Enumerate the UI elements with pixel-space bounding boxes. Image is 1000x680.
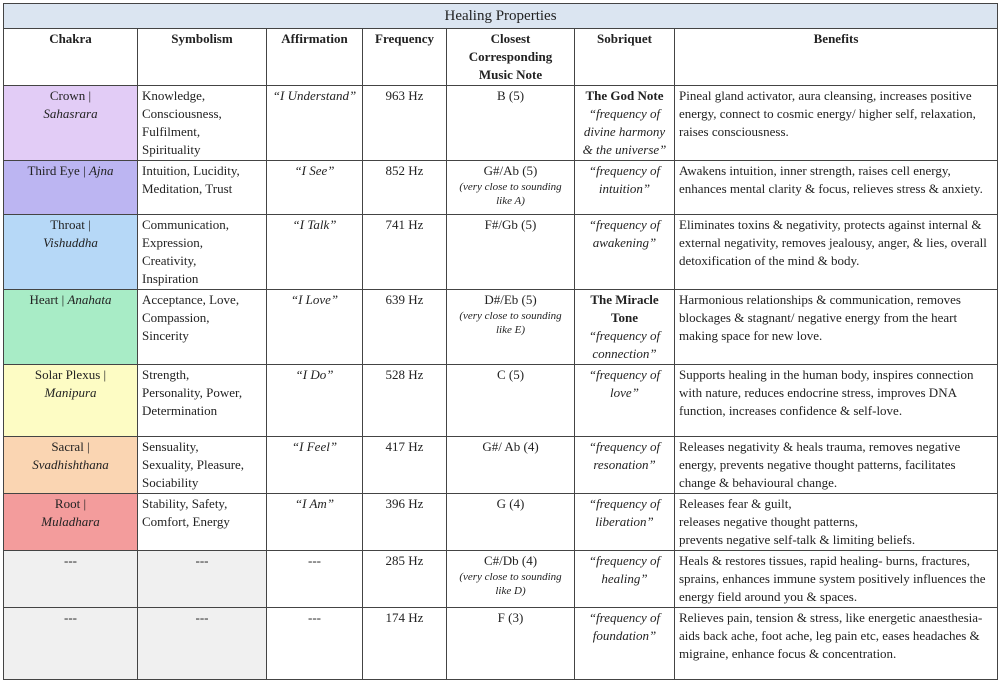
benefits-cell: Releases negativity & heals trauma, removes negative energy, prevents negative thought patterns, facilitates change & behavioural change. (675, 437, 998, 494)
sobriquet-cell: “frequency of foundation” (575, 608, 675, 680)
sobriquet-cell: “frequency of love” (575, 365, 675, 437)
symbolism-line: Compassion, (142, 310, 210, 325)
header-note-line-2: Corresponding (468, 49, 553, 64)
table-row (4, 365, 998, 437)
sobriquet-text: “frequency of connection” (588, 328, 661, 361)
note-cell: F#/Gb (5) (447, 215, 575, 290)
chakra-name: Sacral | (51, 439, 90, 454)
table-row (4, 290, 998, 365)
frequency-cell: 963 Hz (363, 86, 447, 161)
frequency-cell: 741 Hz (363, 215, 447, 290)
symbolism-line: Sexuality, Pleasure, (142, 457, 245, 472)
frequency-cell: 396 Hz (363, 494, 447, 551)
symbolism-line: Sensuality, (142, 439, 199, 454)
header-benefits: Benefits (675, 29, 998, 86)
chakra-cell (4, 437, 138, 494)
benefits-cell: Eliminates toxins & negativity, protects against internal & external negativity, removes jealousy, anger, & lies, overall detoxification of the mind & body. (675, 215, 998, 290)
table-row (4, 494, 998, 551)
symbolism-line: Sociability (142, 475, 199, 490)
note-cell: G (4) (447, 494, 575, 551)
note-subtext: (very close to sounding like A) (459, 181, 562, 207)
chakra-name: Solar Plexus | (34, 367, 107, 382)
symbolism-line: Stability, Safety, (142, 496, 228, 511)
sobriquet-cell: “frequency of liberation” (575, 494, 675, 551)
sobriquet-cell (575, 290, 675, 365)
chakra-sanskrit: Anahata (67, 292, 112, 307)
frequency-cell: 639 Hz (363, 290, 447, 365)
symbolism-line: Intuition, Lucidity, (142, 163, 240, 178)
chakra-cell: --- (4, 608, 138, 680)
symbolism-line: Meditation, Trust (142, 181, 233, 196)
healing-properties-table (3, 3, 998, 680)
chakra-sanskrit: Sahasrara (43, 106, 98, 121)
header-symbolism: Symbolism (138, 29, 267, 86)
symbolism-line: Knowledge, (142, 88, 206, 103)
benefits-line: Releases fear & guilt, (679, 496, 792, 511)
note-cell (447, 290, 575, 365)
symbolism-cell (138, 215, 267, 290)
symbolism-cell (138, 365, 267, 437)
benefits-cell: Harmonious relationships & communication, removes blockages & stagnant/ negative energy from the heart making space for new love. (675, 290, 998, 365)
table-row (4, 86, 998, 161)
chakra-name: Crown | (49, 88, 92, 103)
benefits-cell (675, 494, 998, 551)
chakra-cell (4, 161, 138, 215)
header-frequency: Frequency (363, 29, 447, 86)
chakra-sanskrit: Vishuddha (43, 235, 98, 250)
chakra-sanskrit: Manipura (44, 385, 97, 400)
symbolism-line: Strength, (142, 367, 190, 382)
chakra-sanskrit: Ajna (88, 163, 114, 178)
benefits-cell: Supports healing in the human body, inspires connection with nature, reduces endocrine stress, improves DNA function, increases confidence & self-love. (675, 365, 998, 437)
benefits-cell: Awakens intuition, inner strength, raises cell energy, enhances mental clarity & focus, relieves stress & anxiety. (675, 161, 998, 215)
table-title: Healing Properties (4, 4, 998, 29)
chakra-cell (4, 86, 138, 161)
note-cell: G#/ Ab (4) (447, 437, 575, 494)
note-subtext: (very close to sounding like D) (459, 571, 562, 597)
symbolism-cell (138, 494, 267, 551)
chakra-name: Third Eye | (27, 163, 86, 178)
note-value: D#/Eb (5) (484, 292, 537, 307)
frequency-cell: 174 Hz (363, 608, 447, 680)
note-subtext: (very close to sounding like E) (459, 310, 562, 336)
affirmation-cell: --- (267, 608, 363, 680)
chakra-name: Throat | (50, 217, 91, 232)
symbolism-line: Acceptance, Love, (142, 292, 240, 307)
table-row (4, 551, 998, 608)
symbolism-line: Expression, (142, 235, 204, 250)
sobriquet-text: “frequency of divine harmony & the universe” (582, 106, 667, 157)
sobriquet-cell: “frequency of healing” (575, 551, 675, 608)
benefits-cell: Heals & restores tissues, rapid healing- burns, fractures, sprains, enhances immune system positively influences the energy field around you & spaces. (675, 551, 998, 608)
note-cell: C (5) (447, 365, 575, 437)
symbolism-line: Spirituality (142, 142, 201, 157)
affirmation-cell: “I Understand” (267, 86, 363, 161)
symbolism-cell (138, 290, 267, 365)
note-cell (447, 551, 575, 608)
frequency-cell: 417 Hz (363, 437, 447, 494)
chakra-sanskrit: Muladhara (41, 514, 100, 529)
symbolism-line: Comfort, Energy (142, 514, 230, 529)
table-row (4, 215, 998, 290)
sobriquet-title: The Miracle Tone (590, 292, 659, 325)
table-row (4, 437, 998, 494)
note-cell (447, 161, 575, 215)
symbolism-cell (138, 437, 267, 494)
header-affirmation: Affirmation (267, 29, 363, 86)
note-cell: B (5) (447, 86, 575, 161)
symbolism-line: Sincerity (142, 328, 189, 343)
symbolism-line: Consciousness, (142, 106, 222, 121)
note-cell: F (3) (447, 608, 575, 680)
benefits-line: releases negative thought patterns, (679, 514, 859, 529)
benefits-line: prevents negative self-talk & limiting beliefs. (679, 532, 916, 547)
affirmation-cell: “I Love” (267, 290, 363, 365)
symbolism-cell: --- (138, 608, 267, 680)
table-row (4, 161, 998, 215)
frequency-cell: 852 Hz (363, 161, 447, 215)
table-body (4, 86, 998, 680)
sobriquet-cell: “frequency of resonation” (575, 437, 675, 494)
note-value: G#/Ab (5) (483, 163, 538, 178)
benefits-cell: Relieves pain, tension & stress, like energetic anaesthesia- aids back ache, foot ache, leg pain etc, eases headaches & migraine, enhance focus & concentration. (675, 608, 998, 680)
sobriquet-cell (575, 86, 675, 161)
symbolism-line: Fulfilment, (142, 124, 201, 139)
chakra-cell (4, 215, 138, 290)
symbolism-line: Determination (142, 403, 218, 418)
chakra-sanskrit: Svadhishthana (32, 457, 109, 472)
header-sobriquet: Sobriquet (575, 29, 675, 86)
frequency-cell: 528 Hz (363, 365, 447, 437)
affirmation-cell: --- (267, 551, 363, 608)
affirmation-cell: “I Feel” (267, 437, 363, 494)
header-note-line-1: Closest (490, 31, 531, 46)
affirmation-cell: “I Am” (267, 494, 363, 551)
frequency-cell: 285 Hz (363, 551, 447, 608)
header-note-line-3: Music Note (478, 67, 543, 82)
symbolism-cell (138, 86, 267, 161)
symbolism-line: Personality, Power, (142, 385, 243, 400)
affirmation-cell: “I Do” (267, 365, 363, 437)
affirmation-cell: “I See” (267, 161, 363, 215)
sobriquet-cell: “frequency of intuition” (575, 161, 675, 215)
chakra-cell: --- (4, 551, 138, 608)
symbolism-cell (138, 161, 267, 215)
sobriquet-title: The God Note (585, 88, 664, 103)
header-chakra: Chakra (4, 29, 138, 86)
chakra-name: Heart | (29, 292, 65, 307)
symbolism-line: Creativity, (142, 253, 197, 268)
affirmation-cell: “I Talk” (267, 215, 363, 290)
symbolism-line: Communication, (142, 217, 230, 232)
chakra-cell (4, 494, 138, 551)
symbolism-line: Inspiration (142, 271, 199, 286)
sobriquet-cell: “frequency of awakening” (575, 215, 675, 290)
header-music-note (447, 29, 575, 86)
chakra-cell (4, 290, 138, 365)
note-value: C#/Db (4) (483, 553, 538, 568)
chakra-name: Root | (54, 496, 87, 511)
table-row (4, 608, 998, 680)
chakra-cell (4, 365, 138, 437)
symbolism-cell: --- (138, 551, 267, 608)
benefits-cell: Pineal gland activator, aura cleansing, increases positive energy, connect to cosmic energy/ higher self, relaxation, raises consciousness. (675, 86, 998, 161)
